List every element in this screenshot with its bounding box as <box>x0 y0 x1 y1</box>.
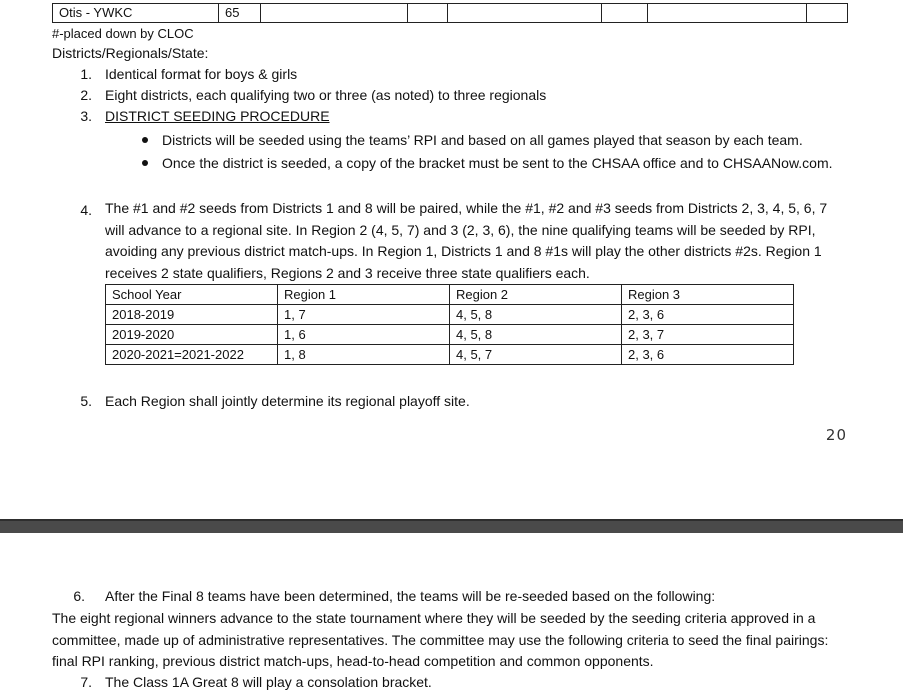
body-paragraph: The eight regional winners advance to the state tournament where they will be seeded by the seeding criteria approved in a committee, made up of administrative representatives. The committee may use the following criteria to seed the final pairings: final RPI ranking, previous district match-ups, head-to-head competition and common opponents. <box>52 610 829 669</box>
list-text: The #1 and #2 seeds from Districts 1 and 8 will be paired, while the #1, #2 and #3 seeds from Districts 2, 3, 4, 5, 6, 7 will advance to a regional site. In Region 2 (4, 5, 7) and 3 (2, 3, 6), the nine qualifying teams will be seeded by RPI, avoiding any previous district match-ups. In Region 1, Districts 1 and 8 #1s will play the other districts #2s. Region 1 receives 2 state qualifiers, Regions 2 and 3 receive three state qualifiers each. <box>105 200 828 281</box>
empty-cell <box>648 4 807 23</box>
team-cell: Otis - YWKC <box>53 4 219 23</box>
table-row <box>106 305 794 325</box>
placement-note: #-placed down by CLOC <box>52 26 194 41</box>
table-row <box>53 4 848 23</box>
table-cell: 1, 8 <box>278 345 450 365</box>
seeding-procedure-title: DISTRICT SEEDING PROCEDURE <box>105 108 330 124</box>
table-cell: 2, 3, 7 <box>622 325 794 345</box>
bullet-text: Once the district is seeded, a copy of the bracket must be sent to the CHSAA office and to CHSAANow.com. <box>162 155 833 171</box>
table-cell: 4, 5, 8 <box>450 325 622 345</box>
list-text: Identical format for boys & girls <box>105 66 298 82</box>
bullet-text: Districts will be seeded using the teams’ RPI and based on all games played that season by each team. <box>162 132 803 148</box>
table-cell: 1, 7 <box>278 305 450 325</box>
list-number: 6. <box>73 588 85 604</box>
column-header: Region 1 <box>278 285 450 305</box>
team-score-table-row <box>52 3 848 23</box>
list-text: Eight districts, each qualifying two or three (as noted) to three regionals <box>105 87 547 103</box>
table-cell: 4, 5, 8 <box>450 305 622 325</box>
list-text: Each Region shall jointly determine its regional playoff site. <box>105 393 470 409</box>
bullet-icon <box>142 137 148 143</box>
page-separator <box>0 519 903 533</box>
table-cell: 2, 3, 6 <box>622 305 794 325</box>
table-cell: 4, 5, 7 <box>450 345 622 365</box>
list-number: 4. <box>80 202 92 218</box>
list-text: After the Final 8 teams have been determined, the teams will be re-seeded based on the following: <box>105 588 716 604</box>
column-header: Region 3 <box>622 285 794 305</box>
list-number: 2. <box>80 87 92 103</box>
table-cell: 1, 6 <box>278 325 450 345</box>
page-number: 20 <box>825 426 847 444</box>
empty-cell <box>448 4 602 23</box>
table-cell: 2019-2020 <box>106 325 278 345</box>
empty-cell <box>408 4 448 23</box>
table-row <box>106 345 794 365</box>
table-header-row <box>106 285 794 305</box>
table-cell: 2, 3, 6 <box>622 345 794 365</box>
empty-cell <box>261 4 408 23</box>
table-cell: 2018-2019 <box>106 305 278 325</box>
empty-cell <box>602 4 648 23</box>
document-page-2 <box>0 533 903 697</box>
list-number: 3. <box>80 108 92 124</box>
table-row <box>106 325 794 345</box>
list-number: 5. <box>80 393 92 409</box>
list-text: The Class 1A Great 8 will play a consolation bracket. <box>105 674 432 690</box>
region-assignment-table <box>105 284 794 365</box>
column-header: School Year <box>106 285 278 305</box>
empty-cell <box>807 4 848 23</box>
score-cell: 65 <box>219 4 261 23</box>
section-heading: Districts/Regionals/State: <box>52 45 209 61</box>
table-cell: 2020-2021=2021-2022 <box>106 345 278 365</box>
list-number: 7. <box>80 674 92 690</box>
column-header: Region 2 <box>450 285 622 305</box>
bullet-icon <box>142 160 148 166</box>
list-number: 1. <box>80 66 92 82</box>
